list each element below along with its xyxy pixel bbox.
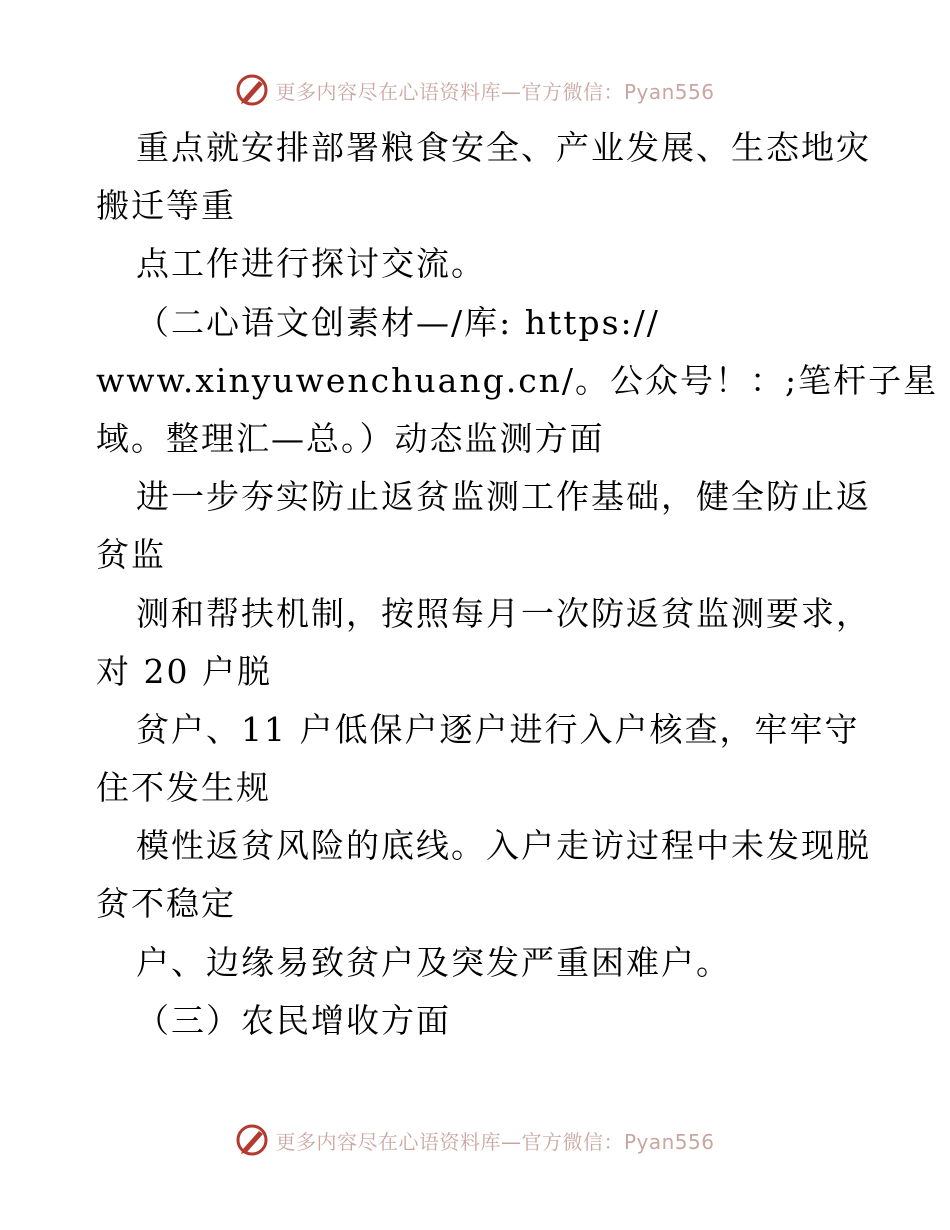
document-body bbox=[96, 119, 939, 1050]
pen-seal-logo-icon bbox=[235, 73, 269, 107]
header-watermark bbox=[0, 70, 950, 110]
text-line: 搬迁等重 bbox=[96, 186, 236, 226]
pen-seal-logo-icon bbox=[235, 1123, 269, 1157]
text-line: www.xinyuwenchuang.cn/。公众号！：;笔杆子星 bbox=[96, 360, 939, 400]
footer-watermark bbox=[0, 1120, 950, 1160]
text-line: 住不发生规 bbox=[96, 768, 271, 808]
watermark-text: 更多内容尽在心语资料库—官方微信：Pyan556 bbox=[275, 79, 715, 104]
section-heading: （三）农民增收方面 bbox=[136, 1000, 451, 1040]
text-line: 域。整理汇—总。）动态监测方面 bbox=[96, 418, 605, 458]
text-line: 贫监 bbox=[96, 535, 166, 575]
text-line: 重点就安排部署粮食安全、产业发展、生态地灾 bbox=[136, 128, 871, 167]
text-line: 测和帮扶机制，按照每月一次防返贫监测要求， bbox=[136, 593, 871, 633]
text-line: 户、边缘易致贫户及突发严重困难户。 bbox=[136, 942, 731, 982]
text-line: 对 20 户脱 bbox=[96, 651, 272, 691]
text-line: 贫户、11 户低保户逐户进行入户核查，牢牢守 bbox=[136, 709, 860, 749]
text-line: 贫不稳定 bbox=[96, 884, 236, 924]
text-line: 点工作进行探讨交流。 bbox=[136, 244, 486, 284]
text-line: 模性返贫风险的底线。入户走访过程中未发现脱 bbox=[136, 826, 871, 866]
text-line: （二心语文创素材—/库: https:// bbox=[136, 302, 660, 342]
watermark-text: 更多内容尽在心语资料库—官方微信：Pyan556 bbox=[275, 1129, 715, 1154]
text-line: 进一步夯实防止返贫监测工作基础，健全防止返 bbox=[136, 477, 871, 517]
